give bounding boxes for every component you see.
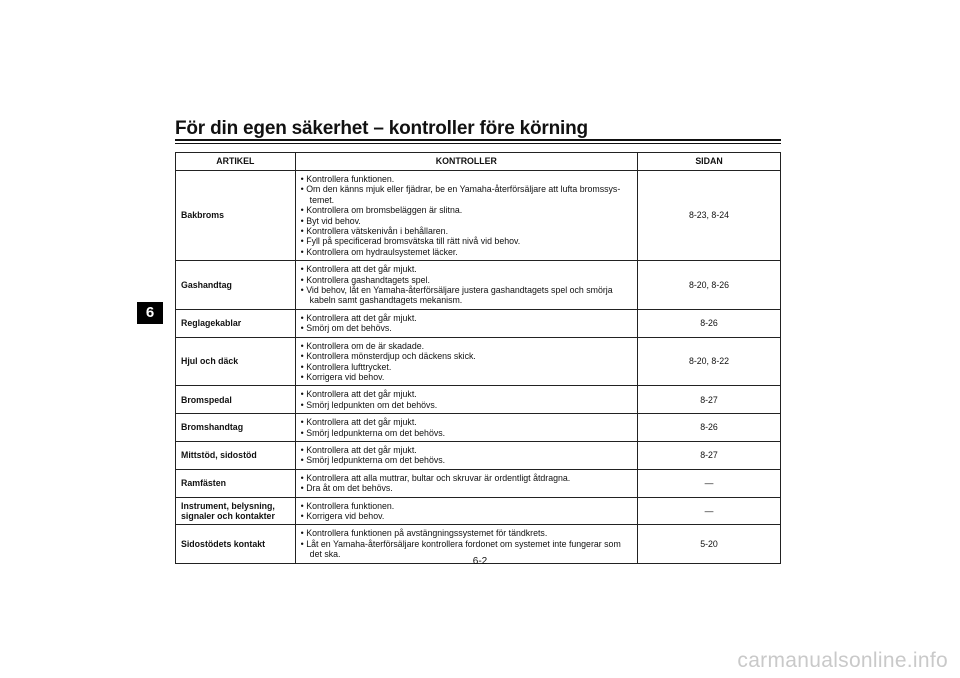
check-item: • Korrigera vid behov. (301, 372, 632, 382)
table-row (176, 441, 781, 469)
check-item: • Kontrollera gashandtagets spel. (301, 275, 632, 285)
check-item: • Om den känns mjuk eller fjädrar, be en Yamaha-återförsäljare att lufta bromssystemet. (301, 184, 632, 205)
check-item: • Smörj ledpunkten om det behövs. (301, 400, 632, 410)
check-item: • Kontrollera att det går mjukt. (301, 389, 632, 399)
row-item: Ramfästen (176, 469, 296, 497)
row-page: 8-20, 8-22 (638, 337, 781, 386)
table-row (176, 261, 781, 310)
row-checks (295, 309, 637, 337)
column-header-checks: KONTROLLER (295, 153, 637, 171)
checklist-table (175, 152, 781, 564)
check-item: • Kontrollera funktionen på avstängningssystemet för tändkrets. (301, 528, 632, 538)
title-rule-thick (175, 139, 781, 141)
table-row (176, 414, 781, 442)
check-item: • Smörj ledpunkterna om det behövs. (301, 455, 632, 465)
check-item: • Korrigera vid behov. (301, 511, 632, 521)
check-item: • Kontrollera vätskenivån i behållaren. (301, 226, 632, 236)
row-page: 8-26 (638, 414, 781, 442)
table-row (176, 497, 781, 525)
check-item: • Låt en Yamaha-återförsäljare kontrollera fordonet om systemet inte fungerar som det ska. (301, 539, 632, 560)
chapter-tab: 6 (137, 302, 163, 324)
row-page: 8-20, 8-26 (638, 261, 781, 310)
row-checks (295, 337, 637, 386)
row-item: Sidostödets kontakt (176, 525, 296, 563)
row-page: 8-27 (638, 441, 781, 469)
row-checks (295, 497, 637, 525)
check-item: • Kontrollera att det går mjukt. (301, 445, 632, 455)
check-item: • Kontrollera mönsterdjup och däckens skick. (301, 351, 632, 361)
column-header-item: ARTIKEL (176, 153, 296, 171)
table-row (176, 386, 781, 414)
page-number: 6-2 (472, 556, 488, 567)
title-rule-thin (175, 143, 781, 144)
check-item: • Kontrollera om bromsbeläggen är slitna. (301, 205, 632, 215)
row-item: Bromspedal (176, 386, 296, 414)
check-item: • Kontrollera att det går mjukt. (301, 313, 632, 323)
row-checks (295, 386, 637, 414)
row-page: 8-23, 8-24 (638, 171, 781, 261)
check-item: • Dra åt om det behövs. (301, 483, 632, 493)
check-item: • Smörj om det behövs. (301, 323, 632, 333)
check-item: • Kontrollera att det går mjukt. (301, 264, 632, 274)
row-page: 8-27 (638, 386, 781, 414)
table-row (176, 171, 781, 261)
row-page: 5-20 (638, 525, 781, 563)
check-item: • Kontrollera om de är skadade. (301, 341, 632, 351)
row-checks (295, 414, 637, 442)
table-header-row (176, 153, 781, 171)
check-item: • Kontrollera lufttrycket. (301, 362, 632, 372)
check-item: • Kontrollera att alla muttrar, bultar och skruvar är ordentligt åtdragna. (301, 473, 632, 483)
table-row (176, 309, 781, 337)
check-item: • Kontrollera att det går mjukt. (301, 417, 632, 427)
row-item: Instrument, belysning, signaler och kontakter (176, 497, 296, 525)
row-checks (295, 171, 637, 261)
row-item: Hjul och däck (176, 337, 296, 386)
row-page: — (638, 497, 781, 525)
row-item: Bakbroms (176, 171, 296, 261)
row-item: Bromshandtag (176, 414, 296, 442)
check-item: • Fyll på specificerad bromsvätska till rätt nivå vid behov. (301, 236, 632, 246)
table-row (176, 337, 781, 386)
row-item: Gashandtag (176, 261, 296, 310)
row-page: — (638, 469, 781, 497)
check-item: • Byt vid behov. (301, 216, 632, 226)
row-checks (295, 261, 637, 310)
check-item: • Kontrollera funktionen. (301, 501, 632, 511)
watermark: carmanualsonline.info (737, 649, 948, 672)
row-page: 8-26 (638, 309, 781, 337)
check-item: • Kontrollera funktionen. (301, 174, 632, 184)
row-item: Reglagekablar (176, 309, 296, 337)
page-title: För din egen säkerhet – kontroller före körning (175, 118, 588, 139)
table-row (176, 469, 781, 497)
row-checks (295, 441, 637, 469)
column-header-page: SIDAN (638, 153, 781, 171)
check-item: • Kontrollera om hydraulsystemet läcker. (301, 247, 632, 257)
row-item: Mittstöd, sidostöd (176, 441, 296, 469)
check-item: • Smörj ledpunkterna om det behövs. (301, 428, 632, 438)
check-item: • Vid behov, låt en Yamaha-återförsäljare justera gashandtagets spel och smörja kabeln samt gashandtagets mekanism. (301, 285, 632, 306)
row-checks (295, 469, 637, 497)
